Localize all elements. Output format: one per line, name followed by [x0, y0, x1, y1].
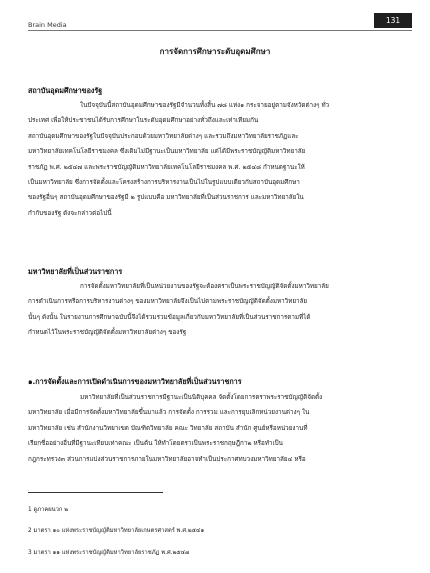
chapter-title: การจัดการศึกษาระดับอุดมศึกษา	[159, 47, 271, 56]
paragraph-line: นั้นๆ ดังนั้น ในรายงานการศึกษาฉบับนี้จึงได้รวมรวมข้อมูลเกี่ยวกับมหาวิทยาลัยที่เป็นส่วนราชการตามที่ได้	[28, 313, 311, 321]
footnote-divider	[28, 492, 163, 493]
paragraph-line: ของรัฐอื่นๆ สถาบันอุดมศึกษาของรัฐมี ๒ รูปแบบคือ มหาวิทยาลัยที่เป็นส่วนราชการ และมหาวิทยาลัยใน	[28, 194, 304, 202]
footnote-2: 2 มาตรา ๑๐ แห่งพระราชบัญญัติมหาวิทยาลัยเกษตรศาสตร์ พ.ศ.๒๕๔๑	[28, 528, 205, 534]
paragraph-line: ในปัจจุบันนี้สถาบันอุดมศึกษาของรัฐมีจำนวนทั้งสิ้น ๗๘ แห่ง๑ กระจายอยู่ตามจังหวัดต่างๆ ทั่ว	[80, 102, 330, 109]
paragraph-line: เป็นมหาวิทยาลัย ซึ่งการจัดตั้งและโครงสร้างการบริหารงานเป็นไปในรูปแบบเดียวกับสถาบันอุดมศึกษา	[28, 178, 300, 186]
paragraph-establishment	[28, 390, 416, 467]
paragraph-line: การจัดตั้งมหาวิทยาลัยที่เป็นหน่วยงานของรัฐจะต้องตราเป็นพระราชบัญญัติจัดตั้งมหาวิทยาลัย	[80, 283, 329, 290]
paragraph-line: กำหนดไว้ในพระราชบัญญัติจัดตั้งมหาวิทยาลัยต่างๆ ของรัฐ	[28, 329, 187, 337]
header-brand: Brain Media	[28, 21, 67, 29]
section-heading-establishment: ๑.การจัดตั้งและการเปิดดำเนินการของมหาวิทยาลัยที่เป็นส่วนราชการ	[28, 377, 242, 386]
section-heading-government-universities: มหาวิทยาลัยที่เป็นส่วนราชการ	[28, 267, 123, 276]
paragraph-line: ราชภัฏ พ.ศ. ๒๕๔๗ และพระราชบัญญัติมหาวิทยาลัยเทคโนโลยีราชมงคล พ.ศ. ๒๕๔๘ กำหนดฐานะให้	[28, 163, 305, 171]
footnote-3: 3 มาตรา ๑๑ แห่งพระราชบัญญัติมหาวิทยาลัยราชภัฏ พ.ศ.๒๕๔๗	[28, 550, 190, 556]
paragraph-line: กฎกระทรวง๓ ส่วนการแบ่งส่วนราชการภายในมหาวิทยาลัยอาจทำเป็นประกาศทบวงมหาวิทยาลัย๔ หรือ	[28, 455, 306, 463]
page-number-badge: 131	[374, 13, 412, 28]
paragraph-line: มหาวิทยาลัย เช่น สำนักงานวิทยาเขต บัณฑิตวิทยาลัย คณะ วิทยาลัย สถาบัน สำนัก ศูนย์หรือหน่วยงานที่	[28, 424, 308, 432]
header-divider	[28, 30, 412, 31]
paragraph-line: เรียกชื่ออย่างอื่นที่มีฐานะเทียบเท่าคณะ เป็นต้น ให้ทำโดยตราเป็นพระราชกฤษฎีกา๒ หรือทำเป็น	[28, 440, 283, 448]
footnote-1: 1 ดูภาคผนวก ๒	[28, 507, 69, 513]
paragraph-line: มหาวิทยาลัยเทคโนโลยีราชมงคล ซึ่งเดิมไม่มีฐานะเป็นมหาวิทยาลัย แต่ได้มีพระราชบัญญัติมหาวิทยาลัย	[28, 148, 306, 156]
paragraph-government-universities	[28, 279, 416, 341]
paragraph-line: มหาวิทยาลัย เมื่อมีการจัดตั้งมหาวิทยาลัยขึ้นมาแล้ว การจัดตั้ง การรวม และการยุบเลิกหน่วยงานต่างๆ ใน	[28, 409, 310, 417]
paragraph-line: การดำเนินการหรือการบริหารงานต่างๆ ของมหาวิทยาลัยจึงเป็นไปตามพระราชบัญญัติจัดตั้งมหาวิทยาลัย	[28, 298, 308, 306]
paragraph-state-universities	[28, 98, 416, 221]
paragraph-line: ประเทศ เพื่อให้ประชาชนได้รับการศึกษาในระดับอุดมศึกษาอย่างทั่วถึงและเท่าเทียมกัน	[28, 117, 259, 125]
paragraph-line: มหาวิทยาลัยที่เป็นส่วนราชการมีฐานะเป็นนิติบุคคล จัดตั้งโดยการตราพระราชบัญญัติจัดตั้ง	[80, 394, 323, 401]
paragraph-line: กำกับของรัฐ ดังจะกล่าวต่อไปนี้	[28, 209, 112, 217]
section-heading-state-universities: สถาบันอุดมศึกษาของรัฐ	[28, 86, 103, 95]
paragraph-line: สถาบันอุดมศึกษาของรัฐในปัจจุบันประกอบด้วยมหาวิทยาลัยต่างๆ และรวมถึงมหาวิทยาลัยราชภัฏและ	[28, 132, 299, 140]
